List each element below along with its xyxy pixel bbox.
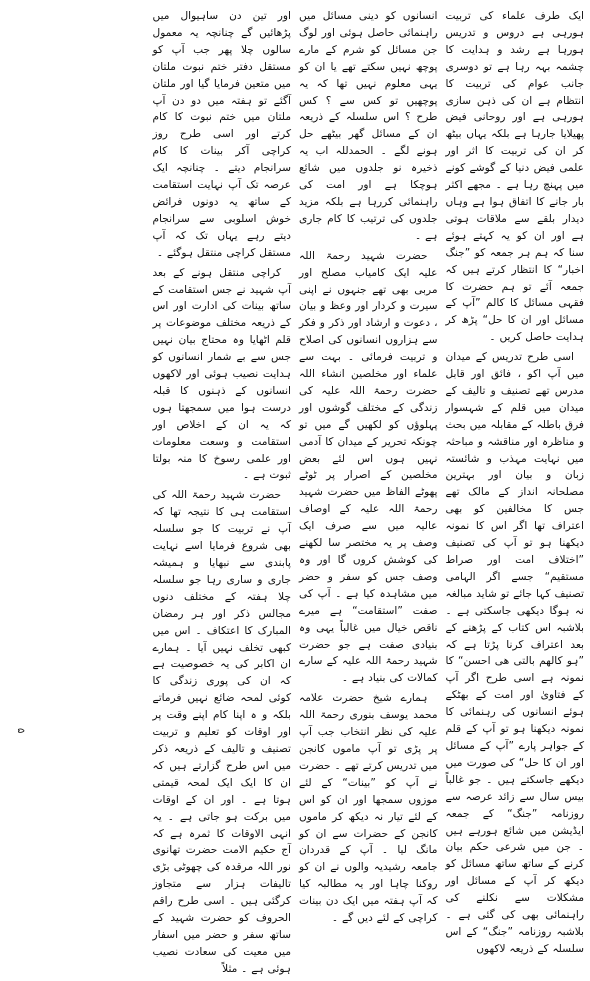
paragraph: حضرت شہید رحمۃ اللہ علیہ ایک کامیاب مصلح اور مربی بھی تھے جنہوں نے اپنی سیرت و کردار اور وعظ و بیان ، دعوت و ارشاد اور ذکر و فکر سے ہزاروں انسانوں کی اصلاح و تربیت فرمائی ۔ بہت سے علماء اور مخلصین انشاء اللہ حضرت رحمۃ اللہ علیہ کی زندگی کے مختلف گوشوں اور پہلوؤں کو لکھیں گے میں تو چونکہ تحریر کے میدان کا آدمی نہیں ہوں اس لئے بعض مخلصین کے اصرار پر ٹوٹے پھوٹے الفاظ میں حضرت شہید رحمۃ اللہ علیہ کے اوصاف عالیہ میں سے صرف ایک وصف پر یہ مختصر سا لکھنے کی کوشش کروں گا اور وہ وصف جس کو سفر و حضر میں مشاہدہ کیا ہے ۔ آپ کی صفت ”استقامت“ ہے میرے ناقص خیال میں غالباً یہی وہ بنیادی صفت ہے جو حضرت شہید رحمۃ اللہ علیہ کے سارے کمالات کی بنیاد ہے ۔ [299,249,438,685]
paragraph: حضرت شہید رحمۃ اللہ کی استقامت ہی کا نتیجہ تھا کہ آپ نے تربیت کا جو سلسلہ بھی شروع فرمایا اسے نہایت پابندی سے نبھایا و ہمیشہ جاری و ساری رہا جو سلسلہ چلا ہفتہ کے مختلف دنوں مجالس ذکر اور ہر رمضان المبارک کا اعتکاف ۔ اس میں کبھی تخلف نہیں آیا ۔ ہمارے ان اکابر کی یہ خصوصیت ہے کہ ان کی پوری زندگی کا کوئی لمحہ ضائع نہیں فرماتے بلکہ و ہ اپنا کام اپنے وقت پر اور اوقات کو تعلیم و تربیت تصنیف و تالیف کے ذریعہ ذکر میں اس طرح گزارتے ہیں کہ ان کا ایک ایک لمحہ قیمتی ہوتا ہے ۔ اور ان کے اوقات میں برکت ہو جاتی ہے ۔ یہ انہی الاوقات کا ثمرہ ہے کہ آج حکیم الامت حضرت تھانوی نور اللہ مرقدہ کی چھوٹی بڑی تالیفات ہزار سے متجاوز کرگئی ہیں ۔ اسی طرح راقم الحروف کو حضرت شہید کے ساتھ سفر و حضر میں اسفار میں معیت کی سعادت نصیب ہوئی ہے ۔ مثلاً [152,489,291,975]
paragraph: کراچی منتقل ہونے کے بعد آپ شہید نے جس استقامت کے ساتھ بینات کی ادارت اور اس کے ذریعہ مختلف موضوعات پر قلم اٹھایا وہ محتاج بیان نہیں جس سے بے شمار انسانوں کو ہدایت نصیب ہوئی اور لاکھوں انسانوں کے ذہنوں کا قبلہ درست ہوا میں سمجھتا ہوں کہ یہ ان کے اخلاص اور استقامت و وسعت معلومات اور علمی رسوخ کا منہ بولتا ثبوت ہے ۔ [152,266,291,482]
paragraph: اور تین دن ساہیوال میں پڑھائیں گے چنانچہ یہ معمول سالوں چلا پھر جب آپ کو مستقل دفتر ختم نبوت ملتان میں متعین فرمایا گیا اور ملتان آگئے تو ہفتہ میں دو دن آپ ملتان میں ختم نبوت کا کام کرتے اور اسی طرح روز کراچی آکر بینات کا کام سرانجام دیتے ۔ چنانچہ ایک عرصہ تک آپ نہایت استقامت کے ساتھ یہ دونوں فرائض خوش اسلوبی سے سرانجام دیتے رہے یہاں تک کہ آپ مستقل کراچی منتقل ہوگئے ۔ [152,10,291,259]
paragraph: اسی طرح تدریس کے میدان میں آپ اکو ، فائق اور قابل مدرس تھے تصنیف و تالیف کے میدان میں قلم کے شہسوار فرق باطلہ کے مقابلہ میں بحث و مناظرہ اور مناقشہ و مباحثہ میں نہایت مہذب و شائستہ زبان و بیان اور بہترین مصلحانہ انداز کے مالک تھے جس کا مخالفین کو بھی اعتراف تھا اگر اس کا نمونہ دیکھنا ہو تو آپ کی تصنیف ”اختلاف امت اور صراط مستقیم“ جسے اگر الہامی تصنیف کہا جائے تو شاید مبالغہ نہ ہوگا دیکھی جاسکتی ہے ۔ بلاشبہ اس کتاب کے پڑھنے کے بعد اعتراف کرنا پڑتا ہے کہ ”ہو کالھم بالتی ھی احسن“ کا نمونہ ہے اسی طرح اگر آپ کے فتاویٰ اور امت کے بھٹکے ہوئے انسانوں کی رہنمائی کا نمونہ دیکھنا ہو تو آپ کے قلم کے جواہر پارے ”آپ کے مسائل اور ان کا حل“ کی صورت میں دیکھے جاسکتے ہیں ۔ جو غالباً بیس سال سے زائد عرصہ سے روزنامہ ”جنگ“ کے جمعہ ایڈیشن میں شائع ہورہے ہیں ۔ جن میں شرعی حکم بیان کرنے کے ساتھ ساتھ مسائل کو دیکھ کر آپ کے مسائل اور مشکلات سے نکلنے کی راہنمائی بھی کی گئی ہے ۔ بلاشبہ روزنامہ ”جنگ“ کے اس سلسلہ کے ذریعہ لاکھوں [445,351,584,955]
page-corner-mark: ۵ [15,728,26,734]
column-2 [299,8,438,981]
column-4 [6,8,145,981]
column-3 [153,8,292,981]
article-columns [6,8,584,975]
paragraph: ہمارے شیخ حضرت علامہ محمد یوسف بنوری رحمۃ اللہ علیہ کی نظر انتخاب جب آپ پر پڑی تو آپ ماموں کانجن میں تدریس کرتے تھے ۔ حضرت نے آپ کو ”بینات“ کے لئے موزوں سمجھا اور ان کو اس کے لئے تیار نہ دیکھ کر ماموں کانجن کے حضرات سے ان کو مانگ لیا ۔ آپ کے قدردان جامعہ رشیدیہ والوں نے ان کو روکنا چاہا اور یہ مطالبہ کیا کہ آپ ہفتہ میں ایک دن بینات کراچی کے لئے دیں گے ۔ [299,692,438,925]
column-1 [446,8,585,981]
paragraph: ایک طرف علماء کی تربیت ہورہی ہے دروس و تدریس ہورہا ہے رشد و ہدایت کا چشمہ بہہ رہا ہے تو دوسری جانب عوام کی تربیت کا انتظام ہے ان کی ذہن سازی ہورہی ہے اور روحانی فیض پھیلایا جارہا ہے بلکہ یہاں بیٹھ کر ان کی تربیت کا اثر اور علمی فیض دنیا کے گوشے کونے میں پہنچ رہا ہے ۔ مجھے اکثر بار جانے کا اتفاق ہوا ہے وہاں دیدار بلقے سے ملاقات ہوتی ہے اور ان کو یہ کہتے ہوئے سنا کہ ہم ہر جمعہ کو ”جنگ اخبار“ کا انتظار کرتے ہیں کہ جمعہ آئے تو ہم حضرت کا فقہی مسائل کا کالم ”آپ کے مسائل اور ان کا حل“ پڑھ کر ہدایت حاصل کریں ۔ [445,10,584,344]
paragraph: انسانوں کو دینی مسائل میں راہنمائی حاصل ہوئی اور لوگ جن مسائل کو شرم کے مارے پوچھ نہیں سکتے تھے یا ان کو یہی معلوم نہیں تھا کہ یہ پوچھیں تو کس سے ؟ کس طرح ؟ اس سلسلہ کے ذریعہ ان کے مسائل گھر بیٹھے حل ہونے لگے ۔ الحمدللہ اب یہ ذخیرہ نو جلدوں میں شائع ہوچکا ہے اور امت کی راہنمائی کررہا ہے بلکہ مزید جلدوں کی ترتیب کا کام جاری ہے ۔ [299,10,438,242]
